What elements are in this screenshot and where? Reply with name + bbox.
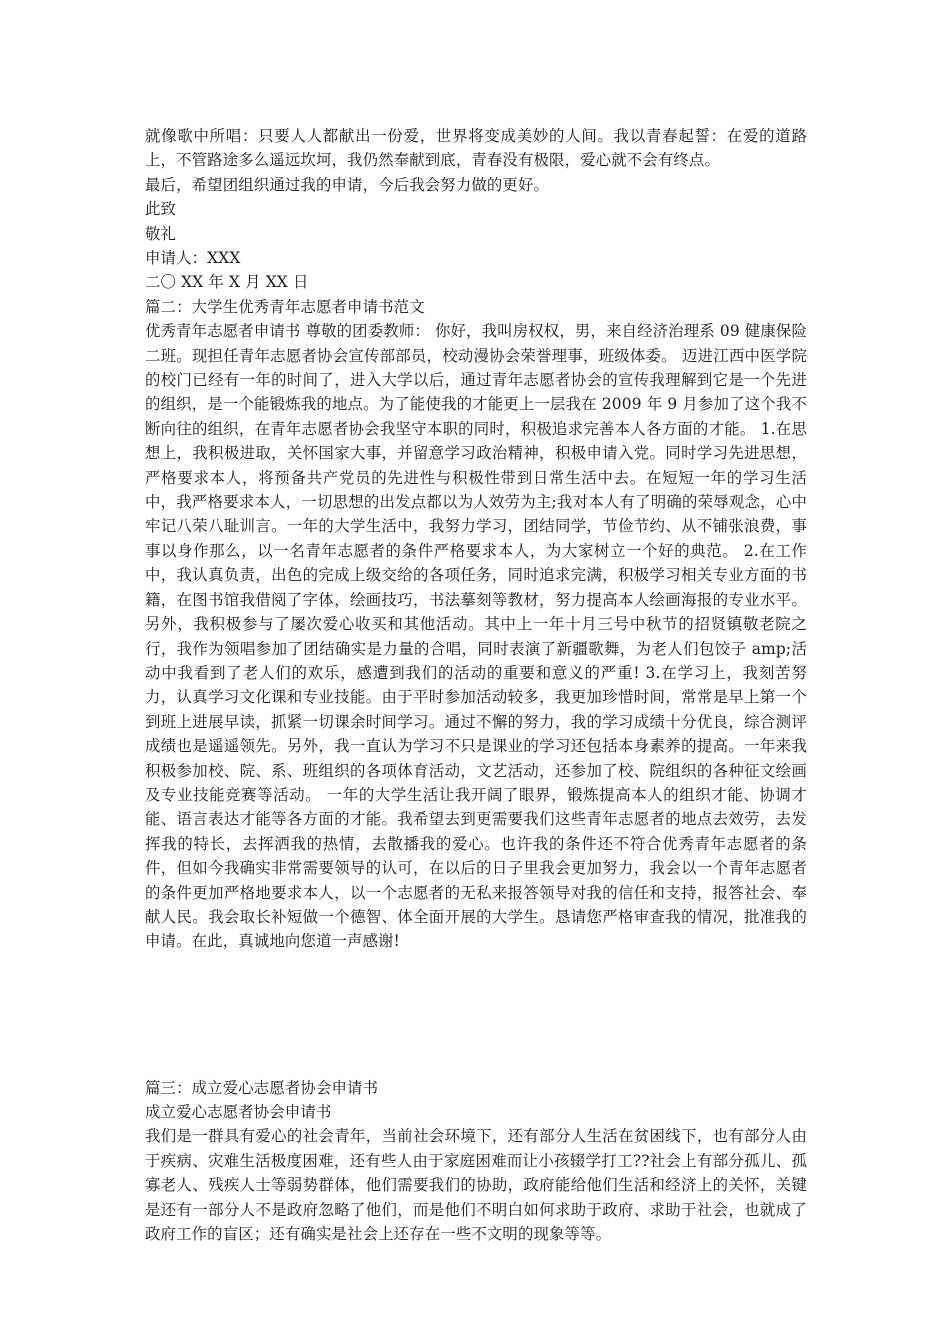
- section-heading-part3: 篇三：成立爱心志愿者协会申请书: [145, 1078, 379, 1097]
- paragraph-song-quote: 就像歌中所唱：只要人人都献出一份爱，世界将变成美妙的人间。我以青春起誓：在爱的道路上，不管路途多么遥远坎坷，我仍然奉献到底，青春没有极限，爱心就不会有终点。: [145, 127, 807, 170]
- paragraph-volunteer-application: 优秀青年志愿者申请书 尊敬的团委教师： 你好，我叫房权权，男，来自经济治理系 09 健康保险二班。现担任青年志愿者协会宣传部部员，校动漫协会荣誉理事，班级体委。 迈进江西中医学院的校门已经有一年的时间了，进入大学以后，通过青年志愿者协会的宣传我理解到它是一个先进的组织，是一个能锻炼我的地点。为了能使我的才能更上一层我在 2009 年 9 月参加了这个我不断向往的组织，在青年志愿者协会我坚守本职的同时，积极追求完善本人各方面的才能。 1.在思想上，我积极进取，关怀国家大事，并留意学习政治精神，积极申请入党。同时学习先进思想，严格要求本人，将预备共产党员的先进性与积极性带到日常生活中去。在短短一年的学习生活中，我严格要求本人，一切思想的出发点都以为人效劳为主;我对本人有了明确的荣辱观念，心中牢记八荣八耻训言。一年的大学生活中，我努力学习，团结同学，节俭节约、从不铺张浪费，事事以身作那么，以一名青年志愿者的条件严格要求本人，为大家树立一个好的典范。 2.在工作中，我认真负责，出色的完成上级交给的各项任务，同时追求完满，积极学习相关专业方面的书籍，在图书馆我借阅了字体，绘画技巧，书法摹刻等教材，努力提高本人绘画海报的专业水平。另外，我积极参与了屡次爱心收买和其他活动。其中上一年十月三号中秋节的招贤镇敬老院之行，我作为领唱参加了团结确实是力量的合唱，同时表演了新疆歌舞，为老人们包饺子 amp;活动中我看到了老人们的欢乐，感遭到我们的活动的重要和意义的严重! 3.在学习上，我刻苦努力，认真学习文化课和专业技能。由于平时参加活动较多，我更加珍惜时间，常常是早上第一个到班上进展早读，抓紧一切课余时间学习。通过不懈的努力，我的学习成绩十分优良，综合测评成绩也是遥遥领先。另外，我一直认为学习不只是课业的学习还包括本身素养的提高。一年来我积极参加校、院、系、班组织的各项体育活动，文艺活动，还参加了校、院组织的各种征文绘画及专业技能竞赛等活动。 一年的大学生活让我开阔了眼界，锻炼提高本人的组织才能、协调才能、语言表达才能等各方面的才能。我希望去到更需要我们这些青年志愿者的地点去效劳，去发挥我的特长，去挥洒我的热情，去散播我的爱心。也许我的条件还不符合优秀青年志愿者的条件，但如今我确实非常需要领导的认可，在以后的日子里我会更加努力，我会以一个青年志愿者的条件更加严格地要求本人，以一个志愿者的无私来报答领导对我的信任和支持，报答社会、奉献人民。我会取长补短做一个德智、体全面开展的大学生。恳请您严格审查我的情况，批准我的申请。在此，真诚地向您道一声感谢!: [145, 322, 807, 951]
- paragraph-association-intro: 我们是一群具有爱心的社会青年，当前社会环境下，还有部分人生活在贫困线下，也有部分人由于疾病、灾难生活极度困难，还有些人由于家庭困难而让小孩辍学打工??社会上有部分孤儿、孤寡老人、残疾人士等弱势群体，他们需要我们的协助，政府能给他们生活和经济上的关怀，关键是还有一部分人不是政府忽略了他们，而是他们不明白如何求助于政府、求助于社会，也就成了政府工作的盲区；还有确实是社会上还存在一些不文明的现象等等。: [145, 1127, 807, 1244]
- subheading-association-application: 成立爱心志愿者协会申请书: [145, 1103, 332, 1122]
- salutation-jingli: 敬礼: [145, 224, 177, 243]
- section-heading-part2: 篇二：大学生优秀青年志愿者申请书范文: [145, 297, 425, 316]
- paragraph-closing-hope: 最后，希望团组织通过我的申请，今后我会努力做的更好。: [145, 175, 550, 194]
- document-page: [145, 124, 807, 1295]
- application-date: 二〇 XX 年 X 月 XX 日: [145, 273, 309, 292]
- salutation-cizhi: 此致: [145, 200, 177, 219]
- applicant-signature: 申请人：XXX: [145, 249, 241, 268]
